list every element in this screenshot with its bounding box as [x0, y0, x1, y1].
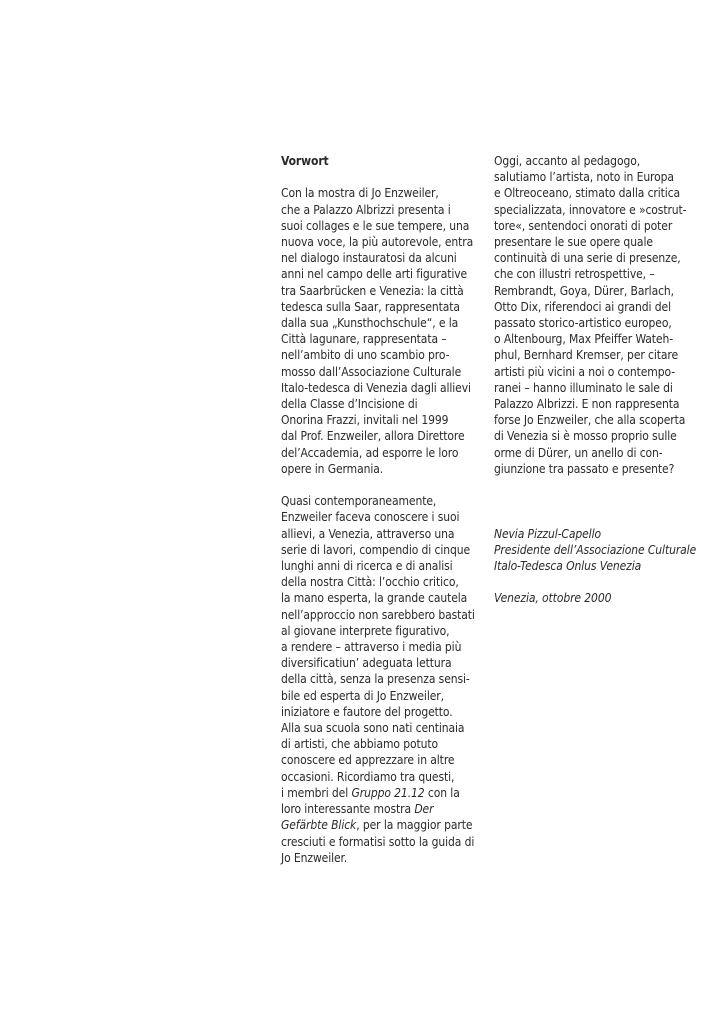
signatory-name: Nevia Pizzul-Capello	[494, 526, 601, 541]
left-column	[281, 153, 491, 866]
text-line: occasioni. Ricordiamo tra questi,	[281, 769, 455, 784]
text-line: serie di lavori, compendio di cinque	[281, 542, 471, 557]
signatory-organization: Italo-Tedesca Onlus Venezia	[494, 559, 642, 574]
text-line	[281, 801, 491, 817]
text-line: anni nel campo delle arti figurative	[281, 267, 468, 282]
text-line: della Classe d’Incisione di	[281, 397, 418, 412]
text-run: , per la maggior parte	[356, 818, 473, 833]
text-line: allievi, a Venezia, attraverso una	[281, 526, 455, 541]
text-line: forse Jo Enzweiler, che alla scoperta	[494, 413, 686, 428]
text-line: nell’approccio non sarebbero bastati	[281, 607, 475, 622]
text-line: specializzata, innovatore e »costrut-	[494, 202, 687, 217]
text-line: Onorina Frazzi, invitali nel 1999	[281, 413, 449, 428]
text-line: che a Palazzo Albrizzi presenta i	[281, 202, 451, 217]
text-run: i membri del	[281, 785, 352, 800]
place-date: Venezia, ottobre 2000	[494, 591, 612, 606]
text-line: conoscere ed apprezzare in altre	[281, 753, 455, 768]
paragraph-third	[494, 153, 704, 477]
text-line: la mano esperta, la grande cautela	[281, 591, 468, 606]
text-line: Città lagunare, rappresentata –	[281, 332, 447, 347]
text-line: a rendere – attraverso i media più	[281, 640, 462, 655]
text-line: di artisti, che abbiamo potuto	[281, 737, 438, 752]
text-line: opere in Germania.	[281, 461, 384, 476]
text-line: al giovane interprete figurativo,	[281, 623, 450, 638]
section-title: Vorwort	[281, 154, 329, 168]
text-run: loro interessante mostra	[281, 802, 415, 817]
group-name: Gruppo 21.12	[351, 785, 425, 800]
text-line: Enzweiler faceva conoscere i suoi	[281, 510, 460, 525]
text-line: nuova voce, la più autorevole, entra	[281, 235, 474, 249]
text-line: bile ed esperta di Jo Enzweiler,	[281, 688, 444, 703]
text-line: diversificatiun’ adeguata lettura	[281, 656, 452, 671]
text-line: di Venezia si è mosso proprio sulle	[494, 429, 677, 444]
text-line: salutiamo l’artista, noto in Europa	[494, 170, 674, 185]
text-line: tra Saarbrücken e Venezia: la città	[281, 283, 464, 298]
text-line: della nostra Città: l’occhio critico,	[281, 575, 459, 590]
text-line: dal Prof. Enzweiler, allora Direttore	[281, 429, 465, 444]
text-line: ranei – hanno illuminato le sale di	[494, 380, 673, 395]
paragraph-second	[281, 493, 491, 866]
signature-block	[494, 526, 704, 607]
right-column	[494, 153, 704, 607]
text-line: Oggi, accanto al pedagogo,	[494, 154, 641, 168]
text-line: orme di Dürer, un anello di con-	[494, 445, 663, 460]
text-line: o Altenbourg, Max Pfeiffer Wateh-	[494, 332, 674, 347]
text-line: mosso dall’Associazione Culturale	[281, 364, 462, 379]
text-line: iniziatore e fautore del progetto.	[281, 704, 453, 719]
text-line: Rembrandt, Goya, Dürer, Barlach,	[494, 283, 674, 298]
exhibition-title: Der	[414, 802, 434, 817]
text-line: artisti più vicini a noi o contempo-	[494, 364, 675, 379]
text-line: Quasi contemporaneamente,	[281, 494, 437, 509]
text-line: cresciuti e formatisi sotto la guida di	[281, 834, 475, 849]
paragraph-intro	[281, 185, 491, 477]
text-line: Alla sua scuola sono nati centinaia	[281, 721, 465, 736]
text-line: giunzione tra passato e presente?	[494, 461, 675, 476]
text-line: Italo-tedesca di Venezia dagli allievi	[281, 380, 471, 395]
text-line: nel dialogo instauratosi da alcuni	[281, 251, 457, 266]
text-line: passato storico-artistico europeo,	[494, 316, 672, 331]
text-line: e Oltreoceano, stimato dalla critica	[494, 186, 681, 201]
text-line: continuità di una serie di presenze,	[494, 251, 681, 266]
text-line: del’Accademia, ad esporre le loro	[281, 445, 459, 460]
text-line: tore«, sentendoci onorati di poter	[494, 218, 673, 233]
text-line: nell’ambito di uno scambio pro-	[281, 348, 450, 363]
text-line: Otto Dix, riferendoci ai grandi del	[494, 299, 671, 314]
text-line: della città, senza la presenza sensi-	[281, 672, 470, 687]
exhibition-title: Gefärbte Blick	[281, 818, 357, 833]
text-line: Palazzo Albrizzi. E non rappresenta	[494, 397, 680, 412]
text-line: dalla sua „Kunsthochschule“, e la	[281, 316, 459, 331]
text-line: Jo Enzweiler.	[281, 850, 348, 865]
text-line: che con illustri retrospettive, –	[494, 267, 655, 282]
text-line: suoi collages e le sue tempere, una	[281, 218, 470, 233]
text-line	[281, 785, 491, 801]
signatory-role: Presidente dell’Associazione Culturale	[494, 542, 697, 557]
text-line: phul, Bernhard Kremser, per citare	[494, 348, 679, 363]
text-line: tedesca sulla Saar, rappresentata	[281, 299, 460, 314]
text-line: Con la mostra di Jo Enzweiler,	[281, 186, 439, 201]
text-line	[281, 817, 491, 833]
text-run: con la	[424, 785, 460, 800]
text-line: presentare le sue opere quale	[494, 235, 653, 250]
text-line: lunghi anni di ricerca e di analisi	[281, 559, 453, 574]
